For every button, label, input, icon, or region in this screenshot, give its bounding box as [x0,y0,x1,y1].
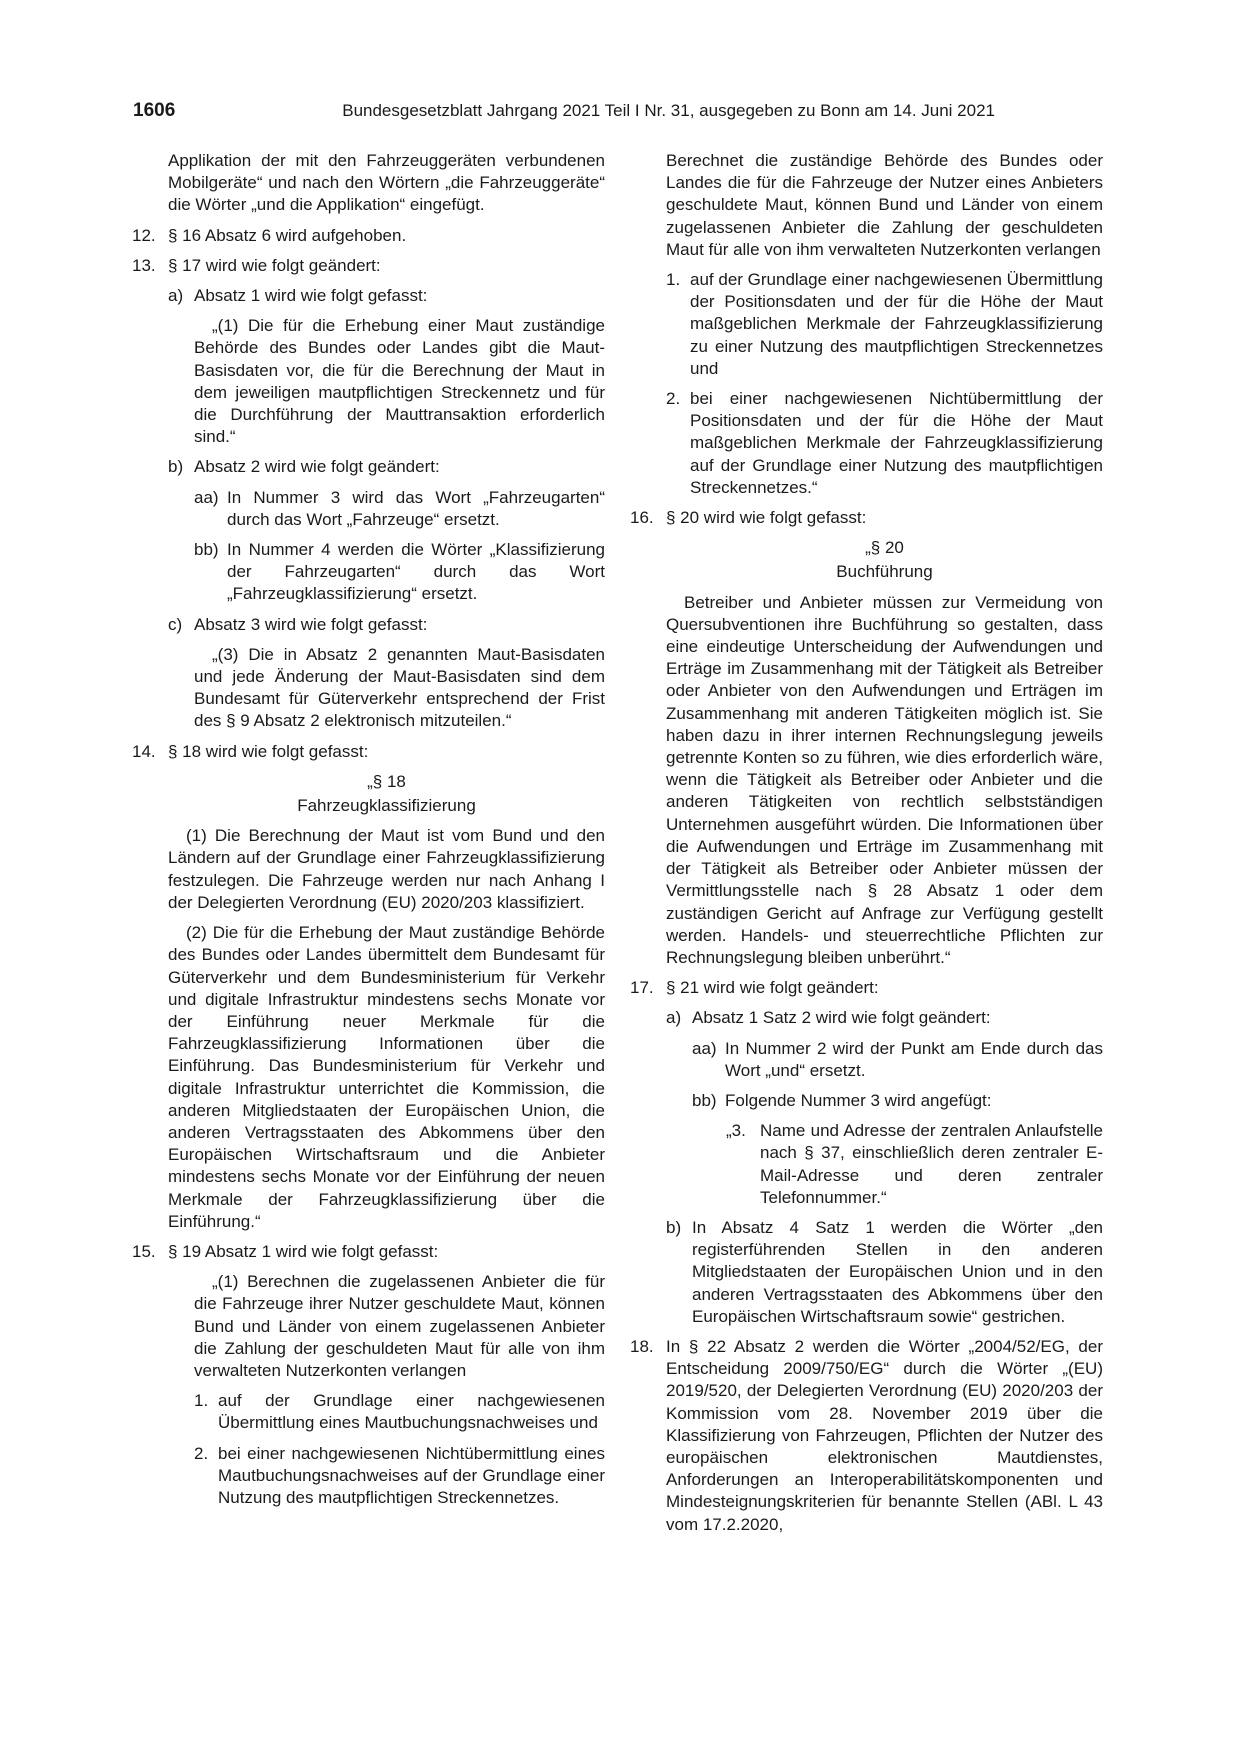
quoted-paragraph: „(3) Die in Absatz 2 genannten Maut-Basisdaten und jede Änderung der Maut-Basisdaten sind dem Bundesamt für Güterverkehr entsprechend der Frist des § 9 Absatz 2 elektronisch mitzuteilen.“ [194,644,605,731]
item-text: In Nummer 3 wird das Wort „Fahrzeugarten“ durch das Wort „Fahrzeuge“ ersetzt. [227,487,605,529]
item-letter: a) [168,286,184,306]
item-letter: aa) [194,487,219,507]
section-paragraph: (1) Die Berechnung der Maut ist vom Bund und den Ländern auf der Grundlage einer Fahrzeugklassifizierung festzulegen. Die Fahrzeuge werden nur nach Anhang I der Delegierten Verordnung (EU) 2020/203 klassifiziert. [168,826,605,912]
item-text: Absatz 1 Satz 2 wird wie folgt geändert: [692,1008,991,1028]
quoted-list-item-1 [194,1390,605,1434]
item-number: 2. [666,389,681,409]
item-text: Absatz 3 wird wie folgt gefasst: [194,614,428,634]
item-letter: a) [666,1008,682,1028]
item-text: § 18 wird wie folgt gefasst: [168,741,369,761]
list-item-18 [630,1336,1103,1536]
section-number: „§ 18 [367,771,406,791]
item-letter: b) [168,457,184,477]
item-number: 12. [132,225,156,245]
item-number: 17. [630,978,654,998]
list-item-17a [666,1007,1103,1029]
list-item-13b-aa [194,487,605,531]
list-item-16 [630,507,1103,529]
quoted-paragraph: „(1) Berechnen die zugelassenen Anbieter die für die Fahrzeuge ihrer Nutzer geschuldete Maut, können Bund und Länder von einem zugelassenen Anbieter die Zahlung der geschuldeten Maut für alle von ihm verwalteten Nutzerkonten verlangen [194,1272,605,1380]
running-title: Bundesgesetzblatt Jahrgang 2021 Teil I Nr. 31, ausgegeben zu Bonn am 14. Juni 2021 [342,101,995,120]
item-number: 18. [630,1336,654,1356]
section-title: Buchführung [836,562,933,582]
section-paragraph: Betreiber und Anbieter müssen zur Vermeidung von Quersubventionen ihre Buchführung so gestalten, dass eine eindeutige Unterscheidung der Aufwendungen und Erträge im Zusammenhang mit der Tätigkeit als Betreiber oder Anbieter von den Aufwendungen und Erträgen im Zusammenhang mit anderen Tätigkeiten möglich ist. Sie haben dazu in ihrer internen Rechnungslegung jeweils getrennte Konten so zu führen, wie dies erforderlich wäre, wenn die Tätigkeit als Betreiber oder Anbieter und die anderen Tätigkeiten von rechtlich selbstständigen Unternehmen ausgeführt würden. Die Informationen über die Aufwendungen und Erträge im Zusammenhang mit der Tätigkeit als Betreiber oder Anbieter müssen der Vermittlungsstelle nach § 28 Absatz 1 oder dem zuständigen Gericht auf Anfrage zur Verfügung gestellt werden. Handels- und steuerrechtliche Pflichten zur Rechnungslegung bleiben unberührt.“ [666,592,1103,967]
item-number: 1. [194,1391,209,1411]
section-number: „§ 20 [865,538,904,558]
item-text: In Nummer 2 wird der Punkt am Ende durch das Wort „und“ ersetzt. [725,1038,1103,1080]
list-item-17 [630,977,1103,999]
quoted-list-item-1 [666,269,1103,380]
item-text: Name und Adresse der zentralen Anlaufstelle nach § 37, einschließlich deren zentraler E-Mail-Adresse und deren zentraler Telefonnummer.“ [760,1121,1103,1207]
quoted-list-item-3 [726,1120,1103,1209]
item-letter: c) [168,614,183,634]
item-text: § 19 Absatz 1 wird wie folgt gefasst: [168,1241,439,1261]
item-number: 14. [132,741,156,761]
right-column [630,150,1103,1544]
item-text: Absatz 2 wird wie folgt geändert: [194,457,440,477]
item-text: Absatz 1 wird wie folgt gefasst: [194,286,428,306]
continuation-paragraph: Applikation der mit den Fahrzeuggeräten verbundenen Mobilgeräte“ und nach den Wörtern „die Fahrzeuggeräte“ die Wörter „und die Applikation“ eingefügt. [168,151,605,215]
page-header [133,100,995,128]
item-letter: b) [666,1217,682,1237]
item-number: 2. [194,1443,209,1463]
quoted-list-item-2 [194,1443,605,1510]
item-letter: bb) [692,1090,717,1110]
page-number: 1606 [133,100,176,121]
item-text: In § 22 Absatz 2 werden die Wörter „2004/52/EG, der Entscheidung 2009/750/EG“ durch die Wörter „(EU) 2019/520, der Delegierten Verordnung (EU) 2020/203 der Kommission vom 28. November 2019 über die Klassifizierung von Fahrzeugen, Pflichten der Nutzer des europäischen elektronischen Mautdienstes, Anforderungen an Interoperabilitätskomponenten und Mindesteignungskriterien für benannte Stellen (ABl. L 43 vom 17.2.2020, [666,1336,1103,1534]
item-text: In Nummer 4 werden die Wörter „Klassifizierung der Fahrzeugarten“ durch das Wort „Fahrzeugklassifizierung“ ersetzt. [227,540,605,604]
quoted-paragraph: Berechnet die zuständige Behörde des Bundes oder Landes die für die Fahrzeuge der Nutzer eines Anbieters geschuldete Maut, können Bund und Länder von einem zugelassenen Anbieter die Zahlung der geschuldeten Maut für alle von ihm verwalteten Nutzerkonten verlangen [666,151,1103,259]
list-item-13 [132,255,605,277]
item-text: In Absatz 4 Satz 1 werden die Wörter „den registerführenden Stellen in den anderen Mitgliedstaaten der Europäischen Union und in den anderen Vertragsstaaten des Abkommens über den Europäischen Wirtschaftsraum sowie“ gestrichen. [692,1217,1103,1326]
item-text: § 21 wird wie folgt geändert: [666,978,879,998]
section-title: Fahrzeugklassifizierung [297,796,476,816]
list-item-13b [168,456,605,478]
quoted-paragraph: „(1) Die für die Erhebung einer Maut zuständige Behörde des Bundes oder Landes gibt die Maut-Basisdaten vor, die für die Berechnung der Maut in dem jeweiligen mautpflichtigen Streckennetz und für die Durchführung der Mauttransaktion erforderlich sind.“ [194,316,605,447]
item-letter: bb) [194,540,219,560]
list-item-17a-bb [692,1090,1103,1112]
item-text: Folgende Nummer 3 wird angefügt: [725,1090,992,1110]
section-paragraph: (2) Die für die Erhebung der Maut zuständige Behörde des Bundes oder Landes übermittelt dem Bundesamt für Güterverkehr und dem Bundesministerium für Verkehr und digitale Infrastruktur mindestens sechs Monate vor der Einführung neuer Merkmale für die Fahrzeugklassifizierung Informationen über die Einführung. Das Bundesministerium für Verkehr und digitale Infrastruktur unterrichtet die Kommission, die anderen Mitgliedstaaten der Europäischen Union, die anderen Vertragsstaaten des Abkommens über den Europäischen Wirtschaftsraum und die Anbieter mindestens sechs Monate vor der Einführung der neuen Merkmale der Fahrzeugklassifizierung über die Einführung.“ [168,923,605,1231]
list-item-17a-aa [692,1038,1103,1082]
quoted-list-item-2 [666,388,1103,499]
item-text: § 17 wird wie folgt geändert: [168,255,381,275]
left-column [132,150,605,1517]
list-item-13c [168,614,605,636]
item-text: auf der Grundlage einer nachgewiesenen Übermittlung der Positionsdaten und der für die Höhe der Maut maßgeblichen Merkmale der Fahrzeugklassifizierung zu einer Nutzung des mautpflichtigen Streckennetzes und [690,270,1103,378]
item-number: 1. [666,270,681,290]
list-item-13b-bb [194,539,605,606]
item-number: 16. [630,508,654,528]
list-item-15 [132,1241,605,1263]
list-item-17b [666,1217,1103,1328]
list-item-14 [132,741,605,763]
item-number: 13. [132,255,156,275]
item-text: bei einer nachgewiesenen Nichtübermittlung eines Mautbuchungsnachweises auf der Grundlage einer Nutzung des mautpflichtigen Streckennetzes. [218,1443,605,1507]
item-text: § 20 wird wie folgt gefasst: [666,508,867,528]
item-text: § 16 Absatz 6 wird aufgehoben. [168,225,407,245]
item-number: 15. [132,1241,156,1261]
item-text: auf der Grundlage einer nachgewiesenen Übermittlung eines Mautbuchungsnachweises und [218,1391,605,1433]
item-letter: aa) [692,1038,717,1058]
item-number: „3. [726,1121,746,1141]
item-text: bei einer nachgewiesenen Nichtübermittlung der Positionsdaten und der für die Höhe der Maut maßgeblichen Merkmale der Fahrzeugklassifizierung auf der Grundlage einer Nutzung des mautpflichtigen Streckennetzes.“ [690,389,1103,497]
list-item-12 [132,225,605,247]
list-item-13a [168,285,605,307]
